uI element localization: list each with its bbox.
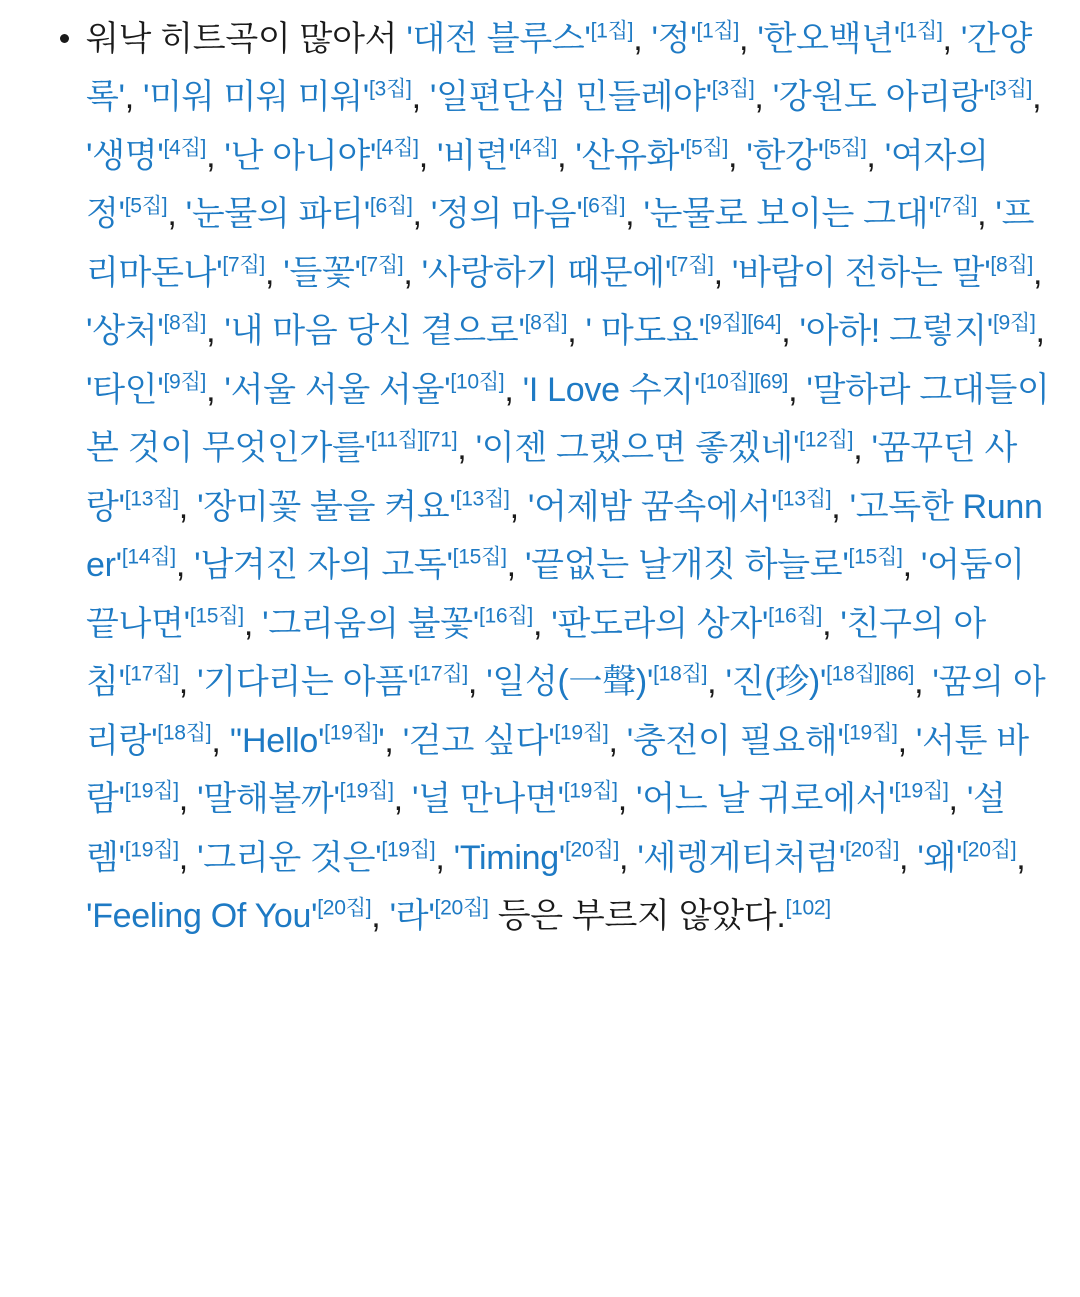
reference-marker[interactable]: [4집] [514, 136, 558, 160]
list-separator: , [567, 312, 586, 351]
reference-marker[interactable]: [19집] [554, 721, 609, 745]
song-link[interactable]: '상처' [86, 312, 164, 351]
list-separator: , [211, 721, 230, 760]
list-separator: , [899, 838, 918, 877]
list-separator: , [866, 136, 885, 175]
song-link[interactable]: '한강' [746, 136, 824, 175]
list-separator: , [1035, 312, 1045, 351]
list-separator: , [897, 721, 916, 760]
reference-marker[interactable]: [16집] [768, 604, 823, 628]
song-link[interactable]: 'I Love 수지' [522, 370, 701, 409]
song-link-list [86, 20, 1050, 935]
song-link[interactable]: '정의 마음' [430, 195, 583, 234]
reference-marker[interactable]: [20집] [844, 838, 900, 862]
song-link[interactable]: '여자의 정' [86, 136, 989, 234]
reference-marker[interactable]: [9집] [163, 370, 207, 394]
reference-marker[interactable]: [10집] [700, 370, 755, 394]
song-link[interactable]: '미워 미워 미워' [143, 78, 369, 117]
song-link[interactable]: 'Feeling Of You' [86, 897, 318, 936]
song-link[interactable]: '간양록' [86, 20, 1033, 117]
reference-marker[interactable]: [19집] [843, 721, 898, 745]
list-separator: , [728, 136, 747, 175]
reference-marker[interactable]: [12집] [799, 428, 854, 452]
song-link[interactable]: '강원도 아리랑' [772, 78, 990, 117]
list-separator: , [831, 487, 850, 526]
reference-marker[interactable]: [13집] [124, 487, 179, 511]
song-link[interactable]: '꿈꾸던 사랑' [86, 429, 1017, 526]
reference-marker[interactable]: [10집] [450, 370, 505, 394]
song-link[interactable]: '서툰 바람' [86, 721, 1029, 819]
list-separator: , [625, 195, 644, 234]
reference-marker[interactable]: [19집] [339, 779, 394, 803]
list-separator: , [942, 20, 961, 58]
song-link[interactable]: ' 마도요' [585, 312, 705, 351]
song-link[interactable]: '눈물로 보이는 그대' [643, 195, 935, 234]
list-separator: , [1033, 253, 1043, 292]
reference-marker[interactable]: [69] [754, 370, 789, 394]
reference-marker[interactable]: [18집] [826, 662, 881, 686]
song-link[interactable]: ''Hello' [229, 721, 325, 760]
list-separator: , [435, 838, 454, 877]
song-link[interactable]: '걷고 싶다' [402, 721, 555, 760]
list-separator: , [178, 487, 198, 526]
song-link[interactable]: '라' [389, 897, 435, 936]
reference-marker[interactable]: [5집] [823, 136, 867, 160]
song-link-suffix: ' [378, 721, 385, 760]
reference-marker[interactable]: [1집] [696, 19, 740, 43]
song-link[interactable]: '일편단심 민들레야' [429, 78, 712, 117]
reference-marker[interactable]: [3집] [369, 78, 412, 102]
reference-marker[interactable]: [19집] [563, 779, 618, 803]
song-link[interactable]: '바람이 전하는 말' [731, 253, 991, 292]
song-link[interactable]: '끝없는 날개짓 하늘로' [524, 546, 849, 585]
list-separator: , [739, 20, 758, 58]
reference-marker[interactable]: [1집] [899, 19, 943, 43]
song-link[interactable]: '널 만나면' [411, 780, 564, 819]
song-link[interactable]: '내 마음 당신 곁으로' [224, 312, 525, 351]
reference-marker[interactable]: [6집] [582, 195, 626, 219]
reference-marker[interactable]: [18집] [653, 662, 708, 686]
tail-text: 등은 부르지 않았다. [488, 897, 786, 936]
song-link[interactable]: '아하! 그렇지' [799, 312, 993, 351]
reference-marker[interactable]: [8집] [990, 253, 1034, 277]
reference-marker[interactable]: [6집] [369, 195, 413, 219]
reference-marker[interactable]: [13집] [455, 487, 510, 511]
song-link[interactable]: '눈물의 파티' [185, 195, 370, 234]
list-separator: , [371, 897, 390, 936]
list-separator: , [418, 136, 438, 175]
reference-marker[interactable]: [9집] [704, 312, 748, 336]
list-item [86, 10, 1052, 946]
song-link[interactable]: '진(珍)' [725, 663, 827, 702]
reference-marker[interactable]: [4집] [163, 136, 207, 160]
reference-marker[interactable]: [20집] [434, 896, 489, 920]
song-link[interactable]: '들꽃' [283, 253, 361, 292]
reference-marker[interactable]: [19집] [381, 838, 436, 862]
song-link[interactable]: '생명' [86, 136, 164, 175]
song-link[interactable]: '어느 날 귀로에서' [636, 780, 895, 819]
list-separator: , [457, 429, 476, 468]
list-separator: , [1032, 78, 1042, 117]
list-separator: , [617, 780, 637, 819]
list-separator: , [412, 195, 431, 234]
reference-marker[interactable]: [20집] [565, 838, 620, 862]
song-link[interactable]: '말해볼까' [197, 780, 340, 819]
reference-marker[interactable]: [19집] [124, 779, 179, 803]
song-link[interactable]: '타인' [86, 370, 164, 409]
reference-marker[interactable]: [15집] [452, 545, 507, 569]
list-separator: , [178, 663, 198, 702]
list-separator: , [206, 370, 225, 409]
reference-marker[interactable]: [15집] [189, 604, 244, 628]
list-separator: , [178, 780, 198, 819]
lead-text: 워낙 히트곡이 많아서 [86, 20, 407, 58]
reference-marker[interactable]: [17집] [124, 662, 179, 686]
list-separator: , [167, 195, 186, 234]
list-separator: , [206, 312, 225, 351]
list-separator: , [948, 780, 967, 819]
list-separator: , [384, 721, 403, 760]
song-link[interactable]: '충전이 필요해' [626, 721, 844, 760]
reference-marker[interactable]: [20집] [962, 838, 1017, 862]
song-link[interactable]: '프리마돈나' [86, 195, 1035, 292]
list-separator: , [754, 78, 773, 117]
song-link[interactable]: 'Timing' [453, 838, 565, 877]
song-link[interactable]: '왜' [917, 838, 963, 877]
list-separator: , [532, 604, 552, 643]
list-separator: , [411, 78, 430, 117]
reference-marker[interactable]: [17집] [413, 662, 468, 686]
reference-marker[interactable]: [19집] [324, 721, 379, 745]
list-separator: , [124, 78, 144, 117]
list-separator: , [393, 780, 412, 819]
bullet-list [50, 10, 1052, 946]
list-separator: , [713, 253, 732, 292]
song-link[interactable]: '설렘' [86, 780, 1006, 877]
list-separator: , [914, 663, 933, 702]
list-separator: , [243, 604, 263, 643]
song-link[interactable]: '세렝게티처럼' [637, 838, 845, 877]
reference-marker[interactable]: [19집] [894, 779, 949, 803]
list-separator: , [509, 487, 528, 526]
reference-marker[interactable]: [7집] [934, 195, 978, 219]
reference-marker[interactable]: [13집] [777, 487, 832, 511]
reference-marker[interactable]: [8집] [163, 312, 207, 336]
song-link[interactable]: '남겨진 자의 고독' [194, 546, 453, 585]
reference-marker[interactable]: [7집] [222, 253, 265, 277]
reference-marker[interactable]: [7집] [671, 253, 714, 277]
reference-marker[interactable]: [16집] [478, 604, 533, 628]
song-link[interactable]: '꿈의 아리랑' [86, 663, 1046, 760]
song-link[interactable]: '정' [651, 20, 697, 58]
reference-marker[interactable]: [9집] [992, 312, 1036, 336]
reference-marker[interactable]: [3집] [711, 78, 755, 102]
song-link[interactable]: '일성(一聲)' [486, 663, 654, 702]
song-link[interactable]: '어제밤 꿈속에서' [527, 487, 778, 526]
list-separator: , [506, 546, 525, 585]
song-link[interactable]: '장미꽃 불을 켜요' [197, 487, 456, 526]
list-separator: , [504, 370, 523, 409]
reference-marker[interactable]: [18집] [157, 721, 212, 745]
reference-marker[interactable]: [14집] [121, 545, 176, 569]
song-link[interactable]: '어둠이 끝나면' [86, 546, 1025, 643]
reference-marker[interactable]: [1집] [590, 19, 634, 43]
reference-marker[interactable]: [19집] [124, 838, 179, 862]
song-link[interactable]: '난 아니야' [224, 136, 377, 175]
reference-marker[interactable]: [11집] [370, 428, 424, 452]
list-separator: , [467, 663, 487, 702]
reference-marker[interactable]: [5집] [124, 195, 168, 219]
song-link[interactable]: '대전 블루스' [406, 20, 591, 58]
song-link[interactable]: '기다리는 아픔' [197, 663, 414, 702]
song-link[interactable]: '그리운 것은' [197, 838, 382, 877]
reference-marker[interactable]: [7집] [360, 253, 404, 277]
song-link[interactable]: '판도라의 상자' [551, 604, 769, 643]
list-separator: , [403, 253, 422, 292]
list-separator: , [1016, 838, 1026, 877]
song-link[interactable]: '비련' [437, 136, 515, 175]
list-separator: , [619, 838, 638, 877]
song-link[interactable]: '사랑하기 때문에' [421, 253, 672, 292]
list-separator: , [902, 546, 921, 585]
song-link[interactable]: '그리움의 불꽃' [262, 604, 479, 643]
list-separator: , [707, 663, 726, 702]
song-link[interactable]: '친구의 아침' [86, 604, 986, 702]
list-separator: , [633, 20, 652, 58]
reference-marker[interactable]: [5집] [685, 136, 729, 160]
song-link[interactable]: '말하라 그대들이 본 것이 무엇인가를' [86, 370, 1050, 468]
song-link[interactable]: '고독한 Runner' [86, 487, 1043, 585]
list-separator: , [175, 546, 195, 585]
list-separator: , [178, 838, 198, 877]
reference-marker[interactable]: [102] [785, 896, 831, 920]
list-separator: , [853, 429, 872, 468]
reference-marker[interactable]: [15집] [848, 545, 903, 569]
list-separator: , [264, 253, 284, 292]
reference-marker[interactable]: [4집] [376, 136, 419, 160]
song-link[interactable]: '이젠 그랬으면 좋겠네' [475, 429, 800, 468]
list-separator: , [206, 136, 225, 175]
reference-marker[interactable]: [20집] [317, 896, 372, 920]
song-link[interactable]: '서울 서울 서울' [224, 370, 451, 409]
reference-marker[interactable]: [8집] [524, 312, 568, 336]
reference-marker[interactable]: [71] [423, 428, 458, 452]
list-separator: , [977, 195, 996, 234]
reference-marker[interactable]: [64] [747, 312, 782, 336]
list-separator: , [557, 136, 576, 175]
reference-marker[interactable]: [3집] [989, 78, 1033, 102]
list-separator: , [788, 370, 807, 409]
song-link[interactable]: '한오백년' [757, 20, 900, 58]
list-separator: , [608, 721, 627, 760]
reference-marker[interactable]: [86] [880, 662, 915, 686]
list-separator: , [781, 312, 800, 351]
song-link[interactable]: '산유화' [575, 136, 686, 175]
list-separator: , [822, 604, 841, 643]
